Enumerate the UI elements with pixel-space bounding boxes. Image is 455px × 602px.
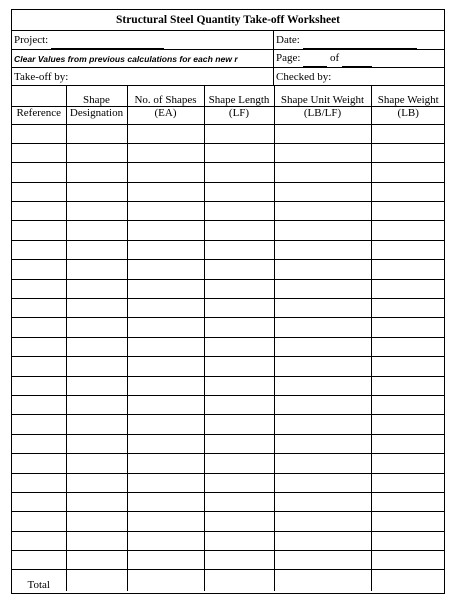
- takeoff-line: [71, 74, 159, 85]
- table-cell[interactable]: [66, 163, 127, 182]
- table-cell[interactable]: [204, 492, 274, 511]
- takeoff-worksheet: [11, 9, 445, 594]
- table-row: [12, 337, 445, 356]
- table-cell[interactable]: [204, 182, 274, 201]
- table-cell[interactable]: [127, 415, 204, 434]
- table-cell[interactable]: [204, 531, 274, 550]
- table-cell[interactable]: [371, 260, 445, 279]
- table-row: [12, 512, 445, 531]
- table-cell[interactable]: [66, 202, 127, 221]
- table-cell[interactable]: [66, 260, 127, 279]
- table-cell[interactable]: [371, 454, 445, 473]
- table-cell[interactable]: [274, 299, 371, 318]
- table-cell[interactable]: [371, 376, 445, 395]
- date-label: Date:: [276, 34, 300, 46]
- takeoff-table: [12, 86, 445, 591]
- table-cell[interactable]: [274, 163, 371, 182]
- table-cell[interactable]: [371, 551, 445, 570]
- table-cell[interactable]: [371, 337, 445, 356]
- total-cell[interactable]: [274, 570, 371, 591]
- table-cell[interactable]: [371, 434, 445, 453]
- table-cell[interactable]: [12, 299, 66, 318]
- table-cell[interactable]: [204, 473, 274, 492]
- table-cell[interactable]: [66, 395, 127, 414]
- total-cell[interactable]: [127, 570, 204, 591]
- table-row: [12, 454, 445, 473]
- col-header-top: Shape Weight: [371, 86, 445, 106]
- table-cell[interactable]: [371, 163, 445, 182]
- table-cell[interactable]: [371, 124, 445, 143]
- total-row: [12, 570, 445, 591]
- total-cell[interactable]: [204, 570, 274, 591]
- table-cell[interactable]: [66, 531, 127, 550]
- col-header-bottom: Reference: [12, 106, 66, 124]
- table-cell[interactable]: [204, 357, 274, 376]
- table-cell[interactable]: [12, 143, 66, 162]
- table-cell[interactable]: [204, 260, 274, 279]
- checked-label: Checked by:: [276, 71, 332, 83]
- table-row: [12, 434, 445, 453]
- col-header-bottom: Designation: [66, 106, 127, 124]
- table-cell[interactable]: [12, 260, 66, 279]
- table-cell[interactable]: [274, 124, 371, 143]
- table-cell[interactable]: [371, 415, 445, 434]
- table-cell[interactable]: [66, 221, 127, 240]
- table-cell[interactable]: [274, 240, 371, 259]
- table-cell[interactable]: [204, 143, 274, 162]
- table-row: [12, 357, 445, 376]
- table-cell[interactable]: [274, 492, 371, 511]
- table-cell[interactable]: [371, 221, 445, 240]
- col-header-bottom: (LB): [371, 106, 445, 124]
- table-row: [12, 279, 445, 298]
- of-label: of: [329, 52, 340, 64]
- table-row: [12, 376, 445, 395]
- table-cell[interactable]: [274, 318, 371, 337]
- table-cell[interactable]: [274, 512, 371, 531]
- table-cell[interactable]: [12, 551, 66, 570]
- table-cell[interactable]: [371, 299, 445, 318]
- table-row: [12, 473, 445, 492]
- total-label: Total: [12, 570, 66, 591]
- table-row: [12, 492, 445, 511]
- table-cell[interactable]: [204, 376, 274, 395]
- table-cell[interactable]: [12, 124, 66, 143]
- table-cell[interactable]: [12, 492, 66, 511]
- table-cell[interactable]: [274, 551, 371, 570]
- table-cell[interactable]: [204, 337, 274, 356]
- table-cell[interactable]: [371, 395, 445, 414]
- table-cell[interactable]: [12, 454, 66, 473]
- table-cell[interactable]: [127, 395, 204, 414]
- table-cell[interactable]: [12, 531, 66, 550]
- table-cell[interactable]: [127, 337, 204, 356]
- table-row: [12, 260, 445, 279]
- header-row-top: [12, 86, 445, 106]
- project-label: Project:: [14, 34, 49, 46]
- table-cell[interactable]: [274, 531, 371, 550]
- instruction-note: Clear Values from previous calculations for each new r: [14, 54, 238, 64]
- project-line: [51, 37, 164, 49]
- col-header-bottom: (LB/LF): [274, 106, 371, 124]
- table-cell[interactable]: [204, 512, 274, 531]
- table-cell[interactable]: [127, 182, 204, 201]
- note-row: [12, 50, 444, 68]
- table-cell[interactable]: [274, 337, 371, 356]
- table-cell[interactable]: [274, 415, 371, 434]
- table-row: [12, 318, 445, 337]
- table-cell[interactable]: [66, 376, 127, 395]
- table-cell[interactable]: [204, 124, 274, 143]
- table-cell[interactable]: [371, 182, 445, 201]
- table-cell[interactable]: [204, 279, 274, 298]
- table-cell[interactable]: [371, 279, 445, 298]
- col-header-top: Shape Unit Weight: [274, 86, 371, 106]
- table-cell[interactable]: [204, 299, 274, 318]
- table-cell[interactable]: [127, 531, 204, 550]
- checked-line: [334, 74, 396, 85]
- table-cell[interactable]: [66, 318, 127, 337]
- total-cell[interactable]: [66, 570, 127, 591]
- table-cell[interactable]: [127, 434, 204, 453]
- table-cell[interactable]: [12, 279, 66, 298]
- table-cell[interactable]: [66, 512, 127, 531]
- table-row: [12, 551, 445, 570]
- col-header-top: No. of Shapes: [127, 86, 204, 106]
- table-cell[interactable]: [127, 357, 204, 376]
- table-cell[interactable]: [66, 551, 127, 570]
- table-cell[interactable]: [66, 299, 127, 318]
- table-cell[interactable]: [127, 492, 204, 511]
- table-cell[interactable]: [274, 357, 371, 376]
- table-cell[interactable]: [204, 415, 274, 434]
- col-header-top: Shape: [66, 86, 127, 106]
- table-cell[interactable]: [274, 279, 371, 298]
- col-header-bottom: (LF): [204, 106, 274, 124]
- date-field[interactable]: [273, 31, 445, 49]
- takeoff-label: Take-off by:: [14, 71, 69, 83]
- page-total-line: [342, 55, 372, 67]
- table-cell[interactable]: [66, 473, 127, 492]
- table-cell[interactable]: [371, 531, 445, 550]
- table-cell[interactable]: [274, 454, 371, 473]
- table-cell[interactable]: [127, 240, 204, 259]
- table-cell[interactable]: [274, 202, 371, 221]
- table-cell[interactable]: [204, 434, 274, 453]
- table-cell[interactable]: [371, 473, 445, 492]
- table-cell[interactable]: [12, 376, 66, 395]
- table-row: [12, 240, 445, 259]
- table-cell[interactable]: [274, 395, 371, 414]
- table-cell[interactable]: [66, 357, 127, 376]
- table-cell[interactable]: [127, 473, 204, 492]
- project-field[interactable]: [14, 31, 272, 49]
- table-cell[interactable]: [12, 182, 66, 201]
- table-cell[interactable]: [371, 357, 445, 376]
- table-row: [12, 163, 445, 182]
- table-cell[interactable]: [127, 143, 204, 162]
- table-cell[interactable]: [204, 240, 274, 259]
- table-row: [12, 124, 445, 143]
- table-cell[interactable]: [371, 512, 445, 531]
- table-cell[interactable]: [204, 551, 274, 570]
- table-cell[interactable]: [371, 318, 445, 337]
- table-cell[interactable]: [274, 260, 371, 279]
- page-field[interactable]: [273, 50, 445, 67]
- table-row: [12, 202, 445, 221]
- table-cell[interactable]: [274, 376, 371, 395]
- table-cell[interactable]: [66, 415, 127, 434]
- table-cell[interactable]: [127, 551, 204, 570]
- header-row-bottom: [12, 106, 445, 124]
- table-cell[interactable]: [274, 473, 371, 492]
- table-cell[interactable]: [127, 202, 204, 221]
- table-cell[interactable]: [12, 434, 66, 453]
- table-cell[interactable]: [12, 318, 66, 337]
- table-cell[interactable]: [204, 202, 274, 221]
- table-cell[interactable]: [127, 124, 204, 143]
- table-cell[interactable]: [12, 337, 66, 356]
- table-cell[interactable]: [127, 221, 204, 240]
- table-cell[interactable]: [12, 415, 66, 434]
- table-cell[interactable]: [12, 240, 66, 259]
- col-header-top: Shape Length: [204, 86, 274, 106]
- table-row: [12, 415, 445, 434]
- worksheet-title: Structural Steel Quantity Take-off Worksheet: [12, 10, 444, 31]
- table-cell[interactable]: [66, 240, 127, 259]
- table-cell[interactable]: [127, 454, 204, 473]
- table-cell[interactable]: [371, 143, 445, 162]
- table-cell[interactable]: [274, 182, 371, 201]
- table-cell[interactable]: [12, 395, 66, 414]
- table-cell[interactable]: [371, 492, 445, 511]
- project-row: [12, 31, 444, 50]
- table-cell[interactable]: [204, 318, 274, 337]
- table-row: [12, 221, 445, 240]
- table-cell[interactable]: [371, 240, 445, 259]
- table-row: [12, 395, 445, 414]
- table-cell[interactable]: [66, 143, 127, 162]
- table-cell[interactable]: [66, 279, 127, 298]
- table-row: [12, 143, 445, 162]
- table-cell[interactable]: [12, 473, 66, 492]
- table-cell[interactable]: [66, 182, 127, 201]
- table-body: [12, 124, 445, 591]
- table-cell[interactable]: [12, 357, 66, 376]
- table-cell[interactable]: [66, 337, 127, 356]
- table-cell[interactable]: [127, 299, 204, 318]
- table-cell[interactable]: [127, 279, 204, 298]
- table-cell[interactable]: [274, 434, 371, 453]
- table-cell[interactable]: [66, 124, 127, 143]
- col-header-bottom: (EA): [127, 106, 204, 124]
- table-cell[interactable]: [12, 221, 66, 240]
- takeoff-row: [12, 68, 444, 86]
- checked-field[interactable]: [273, 68, 445, 85]
- total-cell[interactable]: [371, 570, 445, 591]
- table-cell[interactable]: [12, 163, 66, 182]
- table-cell[interactable]: [66, 454, 127, 473]
- table-cell[interactable]: [274, 143, 371, 162]
- table-cell[interactable]: [371, 202, 445, 221]
- table-row: [12, 531, 445, 550]
- table-cell[interactable]: [127, 163, 204, 182]
- table-cell[interactable]: [127, 260, 204, 279]
- table-cell[interactable]: [127, 318, 204, 337]
- table-cell[interactable]: [274, 221, 371, 240]
- table-cell[interactable]: [204, 395, 274, 414]
- table-cell[interactable]: [127, 376, 204, 395]
- table-cell[interactable]: [127, 512, 204, 531]
- table-cell[interactable]: [66, 434, 127, 453]
- table-cell[interactable]: [204, 454, 274, 473]
- table-row: [12, 299, 445, 318]
- date-line: [303, 37, 417, 49]
- table-cell[interactable]: [12, 202, 66, 221]
- col-header-top: [12, 86, 66, 106]
- table-row: [12, 182, 445, 201]
- page-label: Page:: [276, 52, 301, 64]
- table-cell[interactable]: [204, 163, 274, 182]
- table-cell[interactable]: [204, 221, 274, 240]
- table-cell[interactable]: [12, 512, 66, 531]
- page-number-line: [303, 55, 327, 67]
- takeoff-field[interactable]: [14, 68, 272, 85]
- table-cell[interactable]: [66, 492, 127, 511]
